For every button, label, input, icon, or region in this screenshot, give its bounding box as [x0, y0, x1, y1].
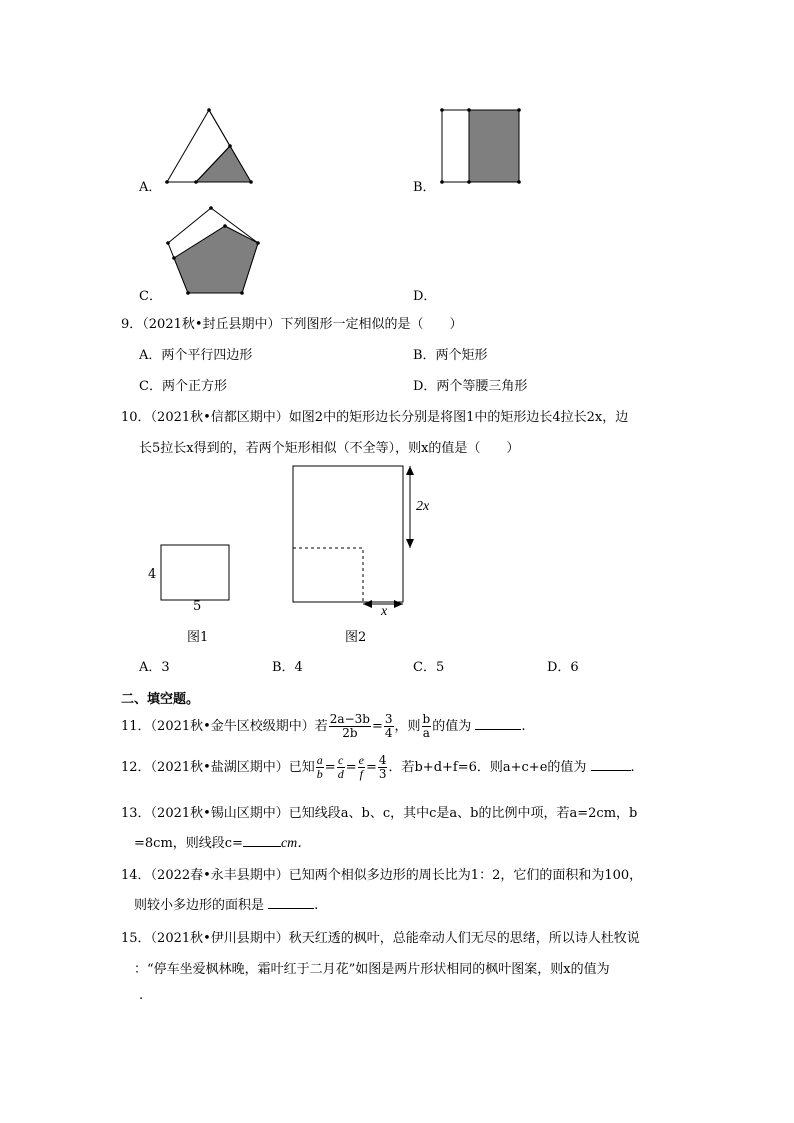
option-a-triangle-figure [165, 108, 253, 184]
q11-answer-blank[interactable] [475, 729, 521, 730]
q8-option-a-label[interactable]: A． [139, 180, 162, 195]
q10-option-a[interactable]: A．3 [139, 660, 170, 675]
q12-fraction-cd [337, 754, 345, 781]
q11-eq: = [371, 719, 383, 734]
q12-line [121, 754, 635, 781]
q14-line2 [134, 894, 318, 913]
q12-f2-den: d [337, 767, 344, 781]
q11-suffix: 的值为 [432, 719, 472, 734]
q12-end: . [630, 760, 635, 775]
q11-end: . [521, 719, 526, 734]
q12-condition: ．若b+d+f=6．则a+c+e的值为 [388, 760, 587, 775]
q12-eq-1: = [324, 760, 336, 775]
q8-option-b-label[interactable]: B． [413, 180, 436, 195]
fig1-side-5-label: 5 [193, 599, 202, 614]
q13-line2-prefix: =8cm，则线段c= [134, 836, 243, 851]
q12-f4-num: 4 [378, 753, 387, 767]
fig2-caption: 图2 [345, 630, 367, 645]
arrow-up-icon [406, 466, 414, 475]
fig1-caption: 图1 [187, 630, 209, 645]
arrow-down-icon [406, 539, 414, 548]
q14-end: . [314, 898, 319, 913]
q10-option-d[interactable]: D．6 [547, 660, 579, 675]
q11-f3-num: b [422, 712, 431, 726]
q10-figure-2-rectangle [293, 466, 414, 608]
q12-eq-3: = [365, 760, 377, 775]
section-2-heading: 二、填空题。 [121, 692, 200, 707]
q11-line [121, 713, 526, 740]
q12-answer-blank[interactable] [591, 770, 631, 771]
q15-line3: . [139, 988, 144, 1003]
q13-line1: 13．（2021秋•锡山区期中）已知线段a、b、c，其中c是a、b的比例中项，若a=2cm，b [121, 806, 638, 821]
fig2-x-label: x [381, 604, 388, 619]
q15-line1: 15．（2021秋•伊川县期中）秋天红透的枫叶，总能牵动人们无尽的思绪，所以诗人杜牧说 [121, 931, 640, 946]
q14-answer-blank[interactable] [268, 908, 314, 909]
q13-unit: cm． [280, 836, 312, 851]
q12-f3-den: f [359, 767, 363, 781]
q12-f4-den: 3 [378, 767, 387, 781]
q9-option-b[interactable]: B．两个矩形 [413, 348, 488, 363]
q9-option-a[interactable]: A．两个平行四边形 [139, 348, 253, 363]
q11-f3-den: a [422, 726, 430, 740]
q12-prefix: 12．（2021秋•盐湖区期中）已知 [121, 760, 315, 775]
q11-fraction-1 [329, 713, 371, 740]
q8-option-d-label[interactable]: D． [413, 289, 437, 304]
q13-line2 [134, 832, 311, 852]
q11-prefix: 11．（2021秋•金牛区校级期中）若 [121, 719, 328, 734]
q9-option-d[interactable]: D．两个等腰三角形 [413, 379, 528, 394]
q11-f2-num: 3 [384, 712, 393, 726]
q9-option-c[interactable]: C．两个正方形 [139, 379, 227, 394]
q11-f1-den: 2b [342, 726, 358, 740]
q12-f3-num: e [358, 753, 364, 767]
q11-f1-num: 2a−3b [329, 712, 370, 726]
q14-line2-text: 则较小多边形的面积是 [134, 898, 265, 913]
q12-f1-den: b [316, 767, 323, 781]
q8-option-c-label[interactable]: C． [139, 289, 162, 304]
q11-f2-den: 4 [384, 726, 393, 740]
q12-eq-2: = [345, 760, 357, 775]
q15-line2: ：“停车坐爱枫林晚，霜叶红于二月花”如图是两片形状相同的枫叶图案，则x的值为 [134, 962, 610, 977]
q12-fraction-43 [378, 754, 388, 781]
q10-option-b[interactable]: B．4 [272, 660, 303, 675]
fig2-2x-label: 2x [416, 499, 430, 514]
q10-stem-line2: 长5拉长x得到的，若两个矩形相似（不全等），则x的值是（ ） [139, 441, 520, 456]
q12-f2-num: c [338, 753, 344, 767]
q9-stem: 9．（2021秋•封丘县期中）下列图形一定相似的是（ ） [121, 317, 463, 332]
option-b-square-figure [440, 108, 521, 184]
fig1-side-4-label: 4 [148, 567, 157, 582]
q11-mid: ，则 [394, 719, 421, 734]
q13-answer-blank[interactable] [243, 846, 281, 847]
option-c-pentagon-figure [166, 206, 260, 295]
q12-fraction-ef [358, 754, 365, 781]
q10-figure-1-rectangle [161, 545, 229, 600]
q14-line1: 14．（2022春•永丰县期中）已知两个相似多边形的周长比为1：2，它们的面积和为100， [121, 868, 643, 883]
q11-fraction-2 [384, 713, 394, 740]
q10-option-c[interactable]: C．5 [413, 660, 445, 675]
q11-fraction-3 [422, 713, 432, 740]
q12-f1-num: a [316, 753, 323, 767]
q12-fraction-ab [316, 754, 324, 781]
q10-stem-line1: 10．（2021秋•信都区期中）如图2中的矩形边长分别是将图1中的矩形边长4拉长2x，边 [121, 410, 629, 425]
